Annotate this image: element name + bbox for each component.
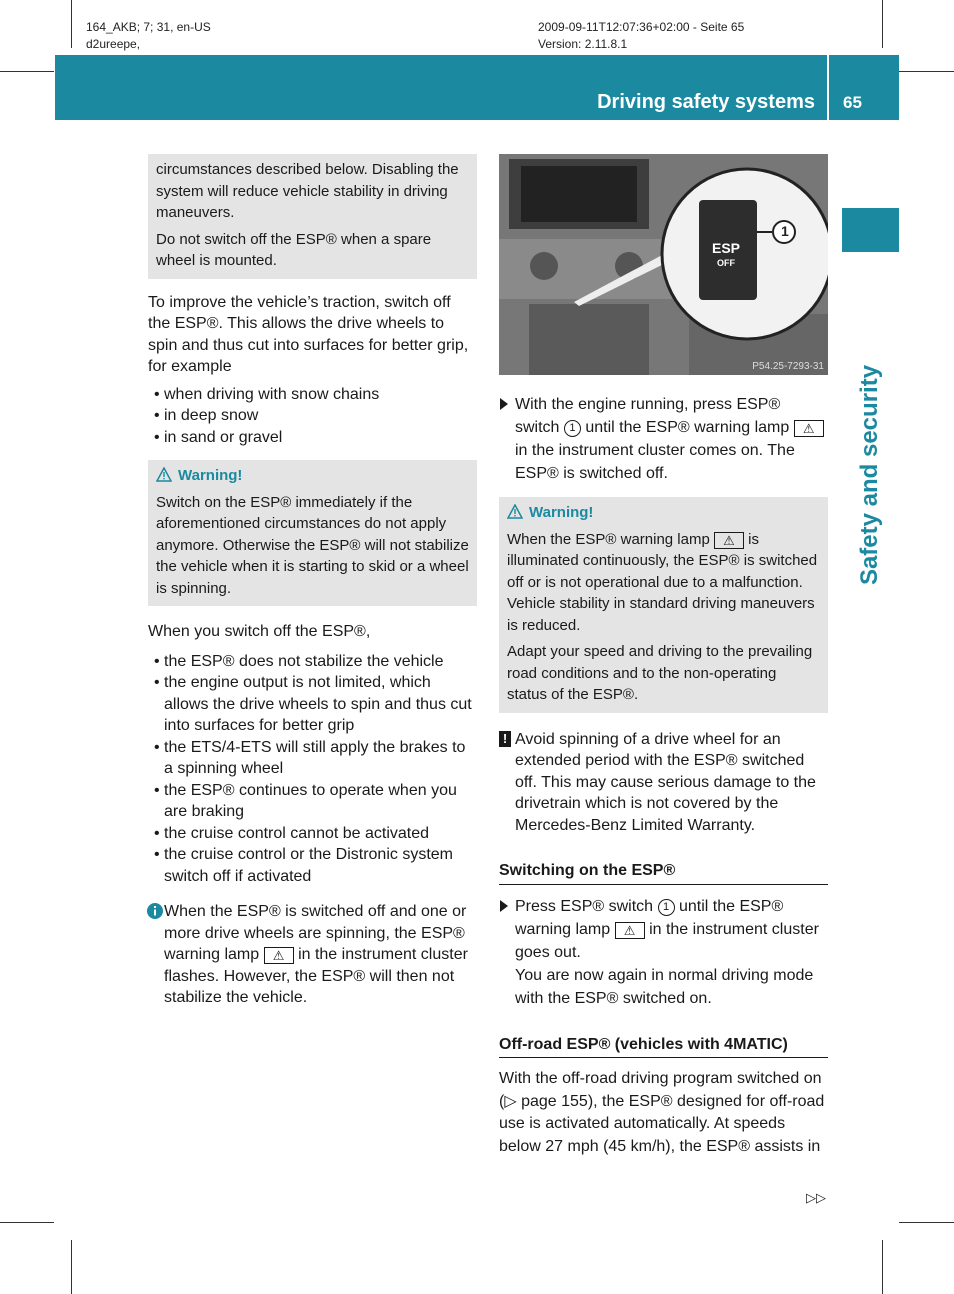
- meta-line: 2009-09-11T12:07:36+02:00 - Seite 65: [538, 20, 745, 34]
- caution-text: circumstances described below. Disabling the system will reduce vehicle stability in driving maneuvers.: [156, 161, 459, 221]
- caution-text: Do not switch off the ESP® when a spare wheel is mounted.: [156, 230, 432, 269]
- list-item: • when driving with snow chains: [148, 384, 477, 406]
- crop-mark: [882, 1240, 883, 1294]
- meta-line: Version: 2.11.8.1: [538, 37, 628, 51]
- header-divider: [827, 55, 829, 120]
- warning-title: Warning!: [178, 467, 243, 484]
- right-column: [499, 393, 828, 1158]
- effects-list: [148, 651, 477, 888]
- warning-heading: [156, 465, 469, 487]
- esp-button-label-bottom: OFF: [717, 258, 735, 268]
- step-result: You are now again in normal driving mode with the ESP® switched on.: [515, 966, 814, 1007]
- list-item: • the ESP® does not stabilize the vehicle: [148, 651, 477, 673]
- info-text: in the instrument cluster flashes. However, the ESP® will then not stabilize the vehicle.: [164, 946, 468, 1006]
- page-number: 65: [843, 93, 862, 112]
- chapter-tab-label: Safety and security: [856, 364, 883, 586]
- conditions-list: [148, 384, 477, 449]
- warning-text: [507, 529, 820, 637]
- crop-mark: [899, 71, 954, 72]
- intro-paragraph: To improve the vehicle’s traction, switch off the ESP®. This allows the drive wheels to spin and thus cut into surfaces for better grip, for example: [148, 293, 469, 375]
- warning-lamp-icon: ⚠: [264, 947, 294, 964]
- dashboard-illustration: [499, 154, 828, 375]
- arrow-right-icon: [500, 398, 508, 410]
- damage-notice: [499, 729, 828, 837]
- list-item: • the ETS/4-ETS will still apply the brakes to a spinning wheel: [148, 737, 477, 780]
- info-text: When the ESP® is switched off and one or more drive wheels are spinning, the ESP® warning lamp: [164, 903, 467, 963]
- warning-text: Adapt your speed and driving to the prevailing road conditions and to the non-operating status of the ESP®.: [507, 643, 813, 703]
- section-heading-switch-on: Switching on the ESP®: [499, 860, 828, 885]
- crop-mark: [71, 0, 72, 48]
- step-text: Press ESP® switch: [515, 897, 654, 915]
- info-note: [148, 901, 477, 1009]
- exclamation-icon: !: [499, 731, 511, 747]
- list-item: • in deep snow: [148, 405, 477, 427]
- warning-text-part: is illuminated continuously, the ESP® is switched off or is not operational due to a malfunction. Vehicle stability in standard driving maneuvers is reduced.: [507, 530, 818, 634]
- chapter-tab: [842, 260, 899, 586]
- crop-mark: [0, 71, 54, 72]
- crop-mark: [899, 1222, 954, 1223]
- notice-text: Avoid spinning of a drive wheel for an extended period with the ESP® switched off. This may cause serious damage to the drivetrain which is not covered by the Mercedes-Benz Limited Warranty.: [515, 730, 816, 834]
- step-text: until the ESP® warning lamp: [515, 897, 784, 938]
- callout-1-icon: 1: [564, 420, 581, 437]
- list-item: • in sand or gravel: [148, 427, 477, 449]
- offroad-paragraph: [499, 1068, 828, 1158]
- instruction-step: [499, 393, 828, 485]
- crop-mark: [71, 1240, 72, 1294]
- crop-mark: [0, 1222, 54, 1223]
- meta-line: d2ureepe,: [86, 37, 141, 51]
- warning-triangle-icon: [156, 467, 172, 482]
- list-item: • the cruise control cannot be activated: [148, 823, 477, 845]
- list-item: • the engine output is not limited, which allows the drive wheels to spin and thus cut into surfaces for better grip: [148, 672, 477, 737]
- offroad-text: With the off-road driving program switched on (: [499, 1070, 822, 1110]
- print-meta-left: [86, 19, 211, 53]
- section-heading-offroad: Off-road ESP® (vehicles with 4MATIC): [499, 1034, 828, 1059]
- warning-title: Warning!: [529, 504, 594, 521]
- step-text: until the ESP® warning lamp: [585, 419, 790, 436]
- caution-box: [148, 154, 477, 279]
- warning-box: [148, 460, 477, 606]
- step-text: in the instrument cluster goes out.: [515, 920, 819, 961]
- info-icon: [147, 903, 163, 919]
- double-arrow-icon: ▷▷: [806, 1190, 826, 1205]
- warning-lamp-icon: ⚠: [794, 420, 824, 437]
- warning-box: [499, 497, 828, 713]
- arrow-right-icon: [500, 900, 508, 912]
- crop-mark: [882, 0, 883, 48]
- section-title: Driving safety systems: [597, 91, 815, 113]
- list-item: • the cruise control or the Distronic system switch off if activated: [148, 844, 477, 887]
- photo-callout-number: 1: [781, 223, 789, 239]
- step-text: in the instrument cluster comes on. The ESP® is switched off.: [515, 442, 795, 482]
- warning-text: Switch on the ESP® immediately if the aforementioned circumstances do not apply anymore. Otherwise the ESP® will not stabilize the vehicle when it is starting to skid or a wheel is spinning.: [156, 493, 469, 597]
- warning-lamp-icon: ⚠: [714, 532, 744, 549]
- dashboard-photo: [499, 154, 828, 375]
- warning-text-part: When the ESP® warning lamp: [507, 530, 710, 548]
- left-column: [148, 154, 477, 1009]
- instruction-step: [499, 895, 828, 1010]
- meta-line: 164_AKB; 7; 31, en-US: [86, 20, 211, 34]
- esp-button-label-top: ESP: [712, 240, 741, 256]
- warning-heading: [507, 502, 820, 524]
- switch-off-intro: When you switch off the ESP®,: [148, 623, 371, 640]
- print-meta-right: [538, 19, 744, 53]
- list-item: • the ESP® continues to operate when you are braking: [148, 780, 477, 823]
- callout-1-icon: 1: [658, 899, 675, 916]
- photo-reference-code: P54.25-7293-31: [752, 361, 824, 372]
- warning-lamp-icon: ⚠: [615, 922, 645, 939]
- chapter-tab-marker: [842, 208, 899, 252]
- warning-triangle-icon: [507, 504, 523, 519]
- step-text: With the engine running, press ESP® switch: [515, 396, 781, 436]
- page-header: [55, 55, 899, 120]
- page-reference-link[interactable]: ▷ page 155), the ESP® designed for off-road use is activated automatically. At speeds below 27 mph (45 km/h), the ESP® assists in: [499, 1092, 825, 1155]
